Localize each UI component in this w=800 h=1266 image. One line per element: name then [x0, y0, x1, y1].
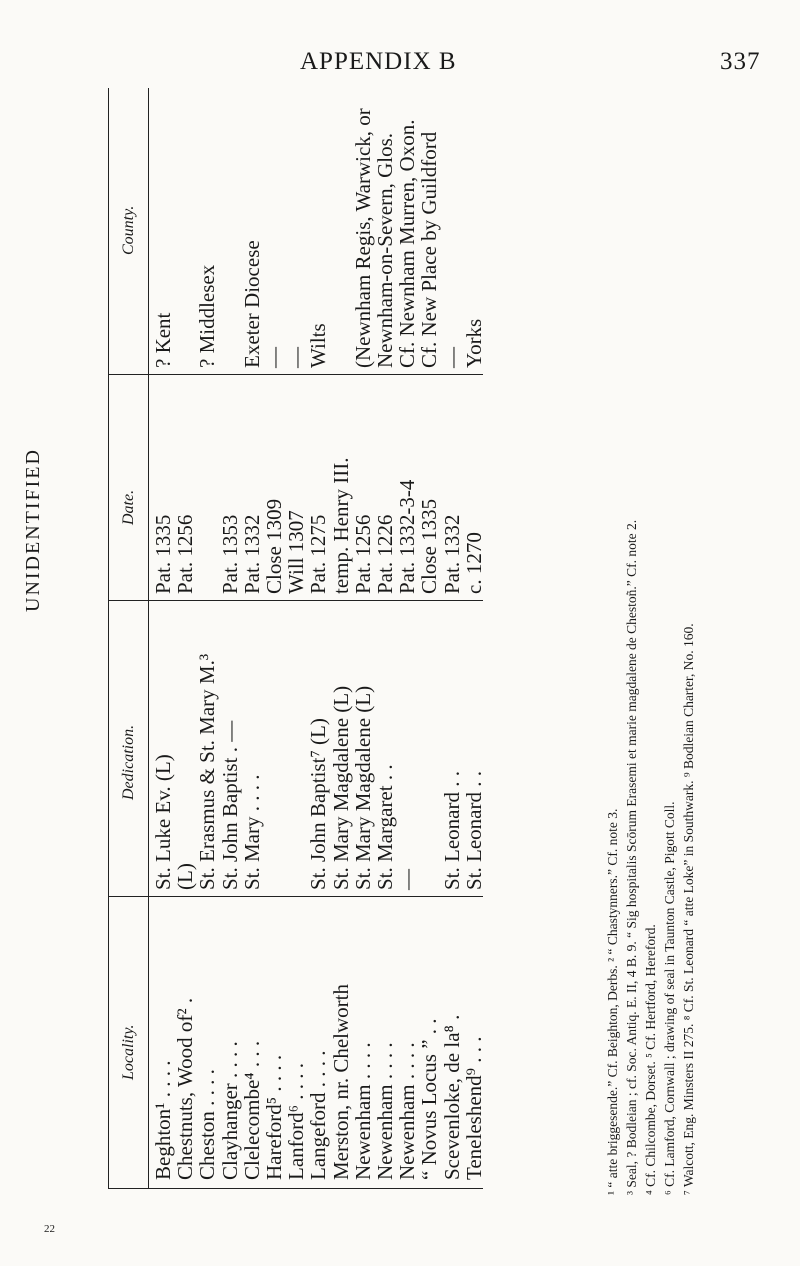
cell-dedication: St. Margaret . . — [373, 764, 397, 890]
cell-county: — — [439, 347, 464, 368]
table-header-rule — [108, 1188, 483, 1189]
cell-locality: Beghton¹ . . . . — [151, 1060, 175, 1180]
cell-locality: Scevenloke, de la⁸ . — [439, 1014, 464, 1180]
cell-date: Pat. 1256 — [173, 514, 198, 594]
cell-locality: Langeford . . . . — [306, 1050, 331, 1180]
cell-county: Yorks — [461, 318, 486, 368]
cell-locality: Merston, nr. Chelworth — [328, 984, 353, 1180]
cell-county: — — [284, 347, 309, 368]
table-rule-locality — [108, 896, 483, 897]
table-rule-1 — [148, 88, 149, 1188]
footnote-line: ⁴ Cf. Chilcombe, Dorset. ⁵ Cf. Hertford, Hereford. — [643, 924, 658, 1195]
cell-date: Pat. 1226 — [373, 514, 397, 594]
cell-dedication: St. Erasmus & St. Mary M.³ — [195, 653, 220, 890]
cell-county: (Newnham Regis, Warwick, or — [350, 108, 375, 368]
footnote-line: ⁶ Cf. Lamford, Cornwall ; drawing of seal in Taunton Castle, Pigott Coll. — [662, 801, 677, 1195]
cell-dedication: St. Mary Magdalene (L) — [328, 685, 353, 890]
cell-locality: Clelecombe⁴ . . . — [239, 1040, 264, 1180]
cell-dedication: St. Mary . . . . — [239, 774, 264, 890]
cell-county: — — [262, 347, 286, 368]
cell-locality: Cheston . . . . — [195, 1069, 220, 1180]
cell-dedication: St. Luke Ev. (L) — [151, 754, 175, 890]
cell-locality: Newenham . . . . — [395, 1042, 420, 1180]
footnote-line: ⁷ Walcott, Eng. Minsters II 275. ⁸ Cf. St. Leonard “ atte Loke” in Southwark. ⁹ Bodleian Charter, No. 160. — [681, 623, 696, 1195]
cell-locality: Newenham . . . . — [373, 1042, 397, 1180]
cell-county: ? Kent — [151, 312, 175, 368]
page-number: 337 — [720, 48, 761, 75]
heading-date: Date. — [120, 489, 137, 525]
cell-date: Pat. 1256 — [350, 514, 375, 594]
cell-county: Newnham-on-Severn, Glos. — [373, 132, 397, 368]
cell-dedication: St. John Baptist⁷ (L) — [306, 718, 331, 890]
footnote-line: ¹ “ atte briggesende.” Cf. Beighton, Derbs. ² “ Chastynners.” Cf. note 3. — [605, 808, 620, 1195]
cell-locality: Chestnuts, Wood of² . — [173, 997, 198, 1180]
cell-county: Cf. Newnham Murren, Oxon. — [395, 119, 420, 368]
cell-date: Close 1309 — [262, 498, 286, 594]
cell-date: temp. Henry III. — [328, 457, 353, 594]
cell-county: ? Middlesex — [195, 264, 220, 368]
heading-county: County. — [120, 205, 137, 255]
cell-county: Exeter Diocese — [239, 240, 264, 368]
table-left-border — [108, 88, 109, 1188]
cell-locality: Teneleshend⁹ . . . — [461, 1036, 486, 1180]
heading-dedication: Dedication. — [120, 724, 137, 800]
cell-locality: Newenham . . . . — [350, 1042, 375, 1180]
cell-dedication: St. Leonard . . — [461, 771, 486, 890]
footnote-line: ³ Seal, ? Bodleian ; cf. Soc. Antiq. E. II, 4 B. 9. “ Sig hospitalis Scōrum Erasemi et marie magdalene de Chestoñ.” Cf. note 2. — [624, 519, 639, 1195]
cell-date: Pat. 1332 — [439, 514, 464, 594]
cell-locality: Hareford⁵ . . . . — [262, 1054, 286, 1180]
cell-date: Pat. 1335 — [151, 514, 175, 594]
cell-locality: Clayhanger . . . . — [217, 1041, 242, 1180]
table-rule-dedication — [108, 600, 483, 601]
side-caption: UNIDENTIFIED — [22, 448, 44, 612]
cell-date: Will 1307 — [284, 510, 309, 594]
cell-date: Pat. 1275 — [306, 514, 331, 594]
cell-county: Cf. New Place by Guildford — [417, 131, 442, 368]
cell-locality: Lanford⁶ . . . . — [284, 1063, 309, 1180]
cell-dedication: St. Leonard . . — [439, 771, 464, 890]
table-rule-date — [108, 374, 483, 375]
cell-dedication: St. John Baptist . — — [217, 720, 242, 890]
cell-dedication: (L) — [173, 863, 198, 890]
cell-date: Pat. 1353 — [217, 514, 242, 594]
heading-locality: Locality. — [120, 1024, 137, 1080]
signature-mark: 22 — [44, 1223, 55, 1235]
cell-dedication: — — [395, 869, 420, 890]
cell-dedication: St. Mary Magdalene (L) — [350, 685, 375, 890]
cell-date: c. 1270 — [461, 532, 486, 594]
cell-date: Pat. 1332-3-4 — [395, 479, 420, 594]
cell-date: Pat. 1332 — [239, 514, 264, 594]
cell-locality: “ Novus Locus ” . . — [417, 1018, 442, 1180]
cell-county: Wilts — [306, 323, 331, 368]
cell-date: Close 1335 — [417, 498, 442, 594]
page-header: APPENDIX B — [300, 48, 457, 75]
